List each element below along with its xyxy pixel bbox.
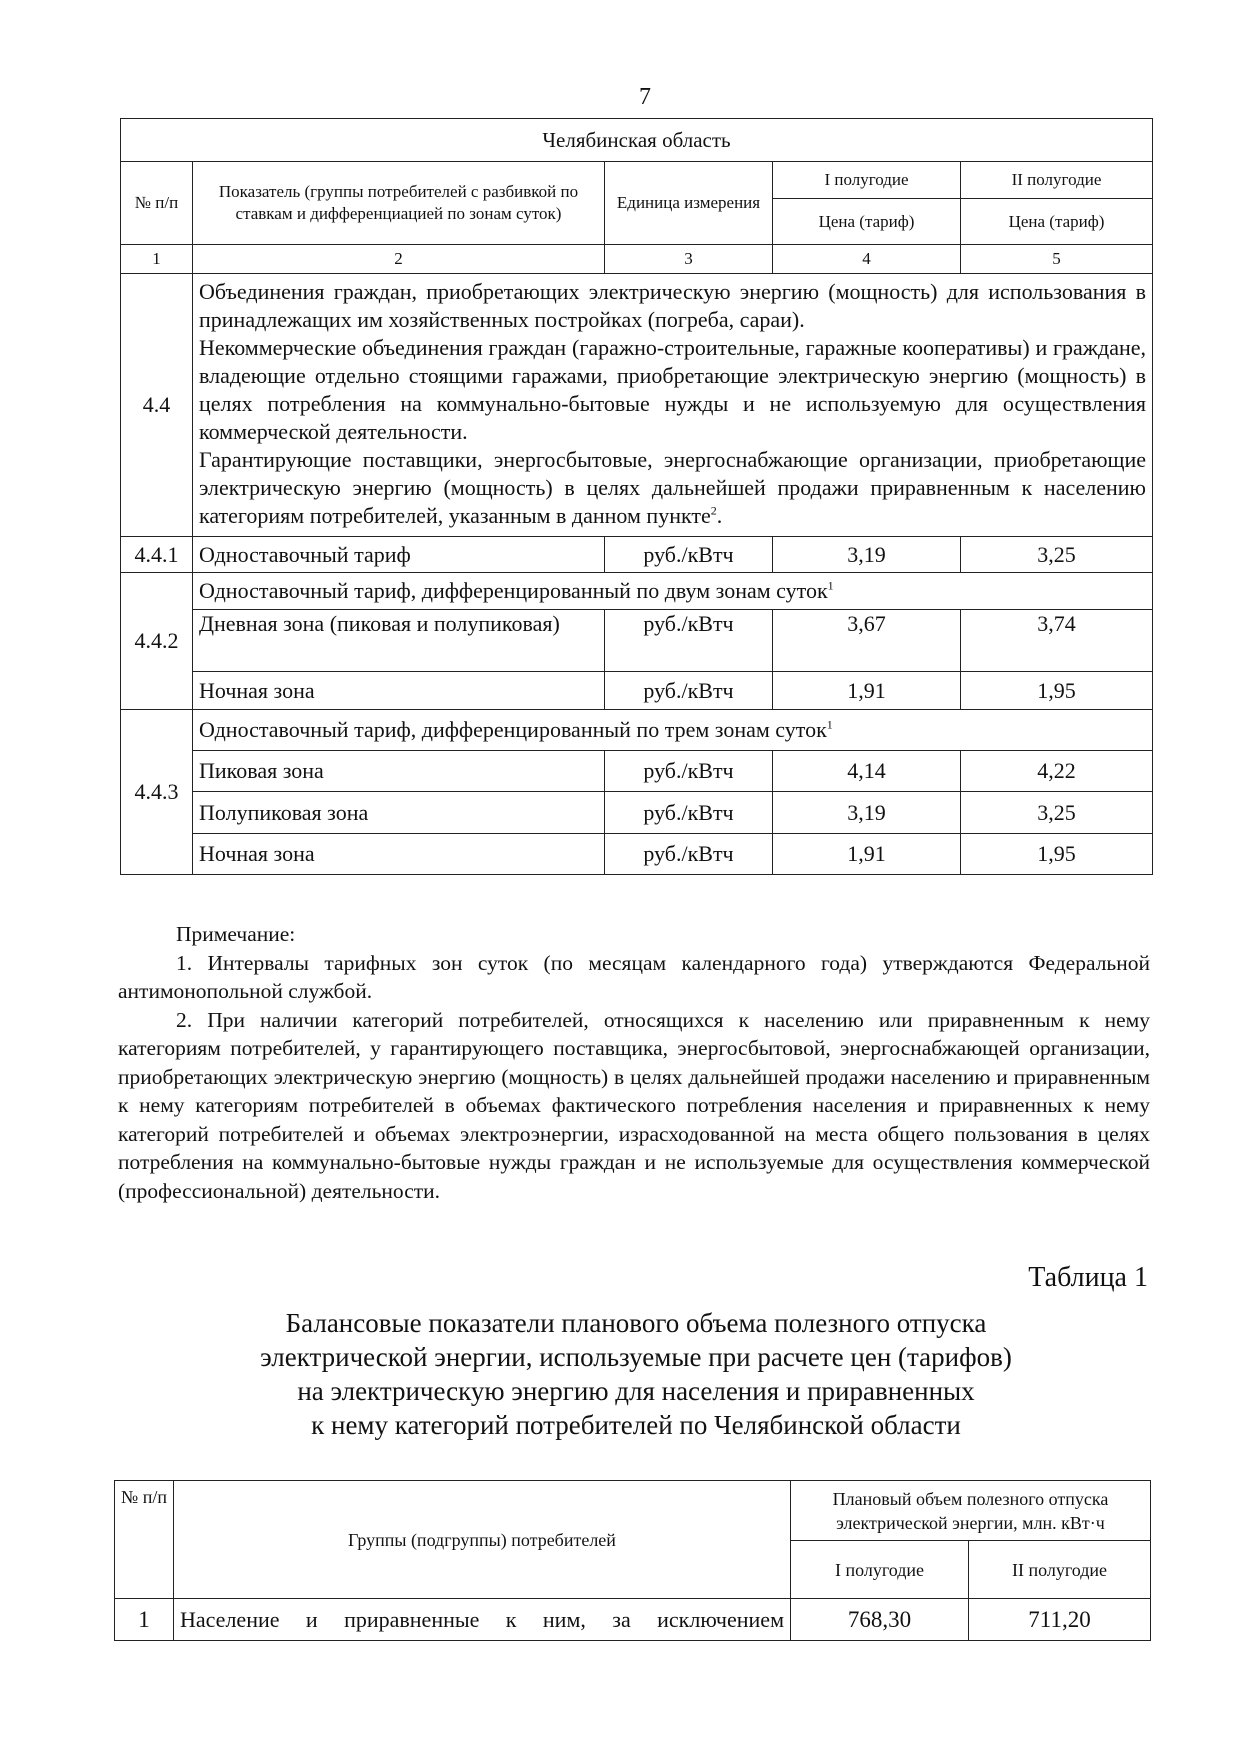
column-index: 3 xyxy=(605,245,773,274)
header-half2: II полугодие xyxy=(961,162,1153,199)
table-row xyxy=(121,672,1153,710)
row-half1: 3,67 xyxy=(773,610,961,672)
row-half2: 711,20 xyxy=(969,1599,1151,1641)
row-unit: руб./кВтч xyxy=(605,537,773,573)
row-half1: 3,19 xyxy=(773,537,961,573)
description-paragraph: Гарантирующие поставщики, энергосбытовые, энергоснабжающие организации, приобретающие электрическую энергию (мощность) в целях дальнейшей продажи приравненным к населению категориям потребителей, указанным в данном пункте$^2$. xyxy=(199,447,1146,528)
note-item: 2. При наличии категорий потребителей, относящихся к населению или приравненным к нему категориям потребителей, у гарантирующего поставщика, энергосбытовой, энергоснабжающей организации, приобретающих электрическую энергию (мощность) в целях дальнейшей продажи населению и приравненным к нему категориям потребителей в объемах фактического потребления населения и приравненных к нему категорий потребителей и объемах электроэнергии, израсходованной на места общего пользования в целях потребления на коммунально-бытовые нужды граждан и не используемые для осуществления коммерческой (профессиональной) деятельности. xyxy=(118,1007,1150,1203)
header-half1: I полугодие xyxy=(791,1541,969,1599)
description-paragraph: Объединения граждан, приобретающих электрическую энергию (мощность) для использования в принадлежащих им хозяйственных постройках (погреба, сараи). xyxy=(199,279,1146,332)
header-groups: Группы (подгруппы) потребителей xyxy=(174,1481,791,1599)
header-half2: II полугодие xyxy=(969,1541,1151,1599)
table-row xyxy=(121,834,1153,875)
column-index: 4 xyxy=(773,245,961,274)
row-number: 4.4.2 xyxy=(121,573,193,710)
tariff-table xyxy=(120,118,1153,875)
row-unit: руб./кВтч xyxy=(605,834,773,875)
row-number: 4.4.1 xyxy=(121,537,193,573)
row-half1: 1,91 xyxy=(773,834,961,875)
page-number: 7 xyxy=(639,84,651,110)
header-indicator: Показатель (группы потребителей с разбивкой по ставкам и дифференциацией по зонам суток) xyxy=(193,162,605,245)
row-half1: 768,30 xyxy=(791,1599,969,1641)
footnote-mark: 2 xyxy=(710,503,717,518)
group-title: Одноставочный тариф, дифференцированный по двум зонам суток$^1$ xyxy=(193,573,1153,610)
table-row xyxy=(121,537,1153,573)
header-number: № п/п xyxy=(121,162,193,245)
row-unit: руб./кВтч xyxy=(605,672,773,710)
row-label: Полупиковая зона xyxy=(193,792,605,834)
notes-title: Примечание: xyxy=(176,922,296,946)
header-price1: Цена (тариф) xyxy=(773,199,961,245)
table-row xyxy=(121,610,1153,672)
region-header: Челябинская область xyxy=(121,119,1153,162)
note-item: 1. Интервалы тарифных зон суток (по месяцам календарного года) утверждаются Федеральной антимонопольной службой. xyxy=(118,950,1150,1003)
row-number: 1 xyxy=(115,1599,174,1641)
header-unit: Единица измерения xyxy=(605,162,773,245)
table-title-line: электрической энергии, используемые при расчете цен (тарифов) xyxy=(260,1342,1012,1372)
row-half2: 1,95 xyxy=(961,834,1153,875)
row-label: Дневная зона (пиковая и полупиковая) xyxy=(193,610,605,672)
row-label: Пиковая зона xyxy=(193,751,605,792)
row-half1: 4,14 xyxy=(773,751,961,792)
table-title-line: Балансовые показатели планового объема полезного отпуска xyxy=(285,1308,987,1338)
group-title-row xyxy=(121,573,1153,610)
balance-table xyxy=(114,1480,1151,1641)
table-caption: Таблица 1 xyxy=(1028,1262,1148,1293)
row-number: 4.4 xyxy=(121,274,193,537)
row-label: Ночная зона xyxy=(193,834,605,875)
row-half2: 3,25 xyxy=(961,537,1153,573)
notes-section xyxy=(118,920,1150,1205)
row-unit: руб./кВтч xyxy=(605,751,773,792)
group-title-row xyxy=(121,710,1153,751)
table-title-line: на электрическую энергию для населения и приравненных xyxy=(297,1376,975,1406)
row-number: 4.4.3 xyxy=(121,710,193,875)
row-unit: руб./кВтч xyxy=(605,792,773,834)
description-paragraph: Некоммерческие объединения граждан (гаражно-строительные, гаражные кооперативы) и граждане, владеющие отдельно стоящими гаражами, приобретающие электрическую энергию (мощность) в целях потребления на коммунально-бытовые нужды и не используемую для осуществления коммерческой деятельности. xyxy=(199,335,1146,444)
row-half2: 1,95 xyxy=(961,672,1153,710)
header-volume: Плановый объем полезного отпуска электрической энергии, млн. кВт·ч xyxy=(791,1481,1151,1541)
header-number: № п/п xyxy=(115,1481,174,1599)
column-index: 2 xyxy=(193,245,605,274)
table-row xyxy=(115,1599,1151,1641)
table-title-line: к нему категорий потребителей по Челябинской области xyxy=(311,1410,961,1440)
footnote-mark: 1 xyxy=(827,578,834,593)
header-half1: I полугодие xyxy=(773,162,961,199)
table-row xyxy=(121,792,1153,834)
column-index: 1 xyxy=(121,245,193,274)
column-index: 5 xyxy=(961,245,1153,274)
table-title xyxy=(120,1306,1152,1442)
row-half2: 4,22 xyxy=(961,751,1153,792)
section-4-4-description xyxy=(193,274,1153,537)
table-row xyxy=(121,751,1153,792)
row-half1: 1,91 xyxy=(773,672,961,710)
group-title: Одноставочный тариф, дифференцированный по трем зонам суток$^1$ xyxy=(193,710,1153,751)
row-half2: 3,25 xyxy=(961,792,1153,834)
row-half2: 3,74 xyxy=(961,610,1153,672)
row-label: Одноставочный тариф xyxy=(193,537,605,573)
header-price2: Цена (тариф) xyxy=(961,199,1153,245)
row-unit: руб./кВтч xyxy=(605,610,773,672)
footnote-mark: 1 xyxy=(826,717,833,732)
section-4-4-row xyxy=(121,274,1153,537)
row-label: Население и приравненные к ним, за исключением xyxy=(174,1599,791,1641)
row-label: Ночная зона xyxy=(193,672,605,710)
row-half1: 3,19 xyxy=(773,792,961,834)
